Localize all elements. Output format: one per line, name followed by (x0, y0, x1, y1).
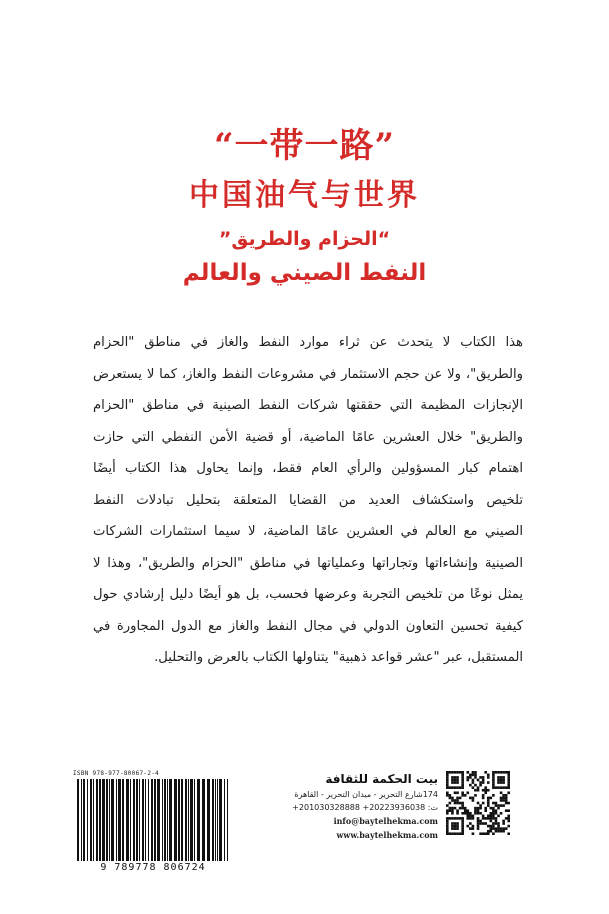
title-arabic-line1: “الحزام والطريق” (218, 228, 391, 250)
barcode-bar (148, 779, 149, 861)
barcode-bar (81, 779, 82, 861)
barcode-bar (93, 779, 94, 861)
title-chinese-line1: “一带一路” (213, 126, 396, 166)
barcode-bar (90, 779, 92, 861)
barcode-bar (109, 779, 110, 861)
blurb-line: اهتمام كبار المسؤولين والرأي العام فقط، وإنما يحاول هذا الكتاب أيضًا (93, 461, 523, 476)
barcode-bar (145, 779, 146, 861)
barcode-bar (154, 779, 156, 861)
barcode-bar (215, 779, 216, 861)
barcode-bar (181, 779, 183, 861)
publisher-address: 174شارع التحرير - ميدان التحرير - القاهرة (294, 790, 438, 799)
blurb-line: الإنجازات المظيمة التي حققتها شركات النفط الصينية في مناطق "الحزام (93, 398, 523, 413)
isbn-digits: 9 789778 806724 (100, 862, 206, 873)
barcode-bar (224, 779, 225, 861)
publisher-info (292, 772, 438, 844)
barcode-bar (219, 779, 222, 861)
isbn-label: ISBN 978-977-80067-2-4 (73, 770, 160, 777)
barcode-bar (185, 779, 187, 861)
barcode-icon (77, 779, 229, 861)
barcode-bar (136, 779, 138, 861)
publisher-phone: ت: 20223936038+ 201030328888+ (292, 803, 438, 812)
barcode-bar (194, 779, 195, 861)
publisher-name: بيت الحكمة للثقافة (325, 772, 438, 786)
barcode-bar (118, 779, 121, 861)
barcode-bar (169, 779, 172, 861)
blurb-line: والطريق"، ولا عن حجم الاستثمار في مشروعات النفط والغاز، كما لا يستعرض (93, 366, 523, 382)
barcode-bar (197, 779, 200, 861)
barcode-bar (87, 779, 88, 861)
barcode-bar (102, 779, 105, 861)
barcode-bar (162, 779, 163, 861)
barcode-bar (207, 779, 210, 861)
blurb-line: كيفية تحسين التعاون الدولي في مجال النفط والغاز مع الدول المجاورة في (93, 618, 523, 634)
blurb-line: تلخيص واستكشاف العديد من القضايا المتعلقة بتحليل تبادلات النفط (93, 492, 523, 508)
publisher-email: info@baytelhekma.com (333, 816, 438, 826)
blurb-line: هذا الكتاب لا يتحدث عن ثراء موارد النفط والغاز في مناطق "الحزام (93, 335, 523, 350)
barcode-bar (77, 779, 79, 861)
title-arabic-line2: النفط الصيني والعالم (182, 260, 427, 286)
barcode-bar (133, 779, 135, 861)
blurb-line: يمثل نوعًا من تلخيص التجربة وعرضها فحسب، بل هو أيضًا دليل إرشادي حول (93, 587, 523, 602)
barcode-bar (157, 779, 160, 861)
barcode-bar (227, 779, 228, 861)
barcode-bar (188, 779, 189, 861)
blurb-line: والطريق" خلال العشرين عامًا الماضية، أو قضية الأمن النفطي التي حازت (93, 429, 523, 445)
barcode-bar (139, 779, 140, 861)
barcode-bar (130, 779, 131, 861)
barcode-bar (111, 779, 114, 861)
barcode-bar (122, 779, 124, 861)
title-chinese-line2: 中国油气与世界 (189, 178, 420, 213)
isbn-barcode (73, 770, 233, 876)
barcode-bar (212, 779, 214, 861)
barcode-bar (190, 779, 193, 861)
barcode-bar (126, 779, 129, 861)
blurb-line: الصينية وإنشاءاتها وتجاراتها وعملياتها في مناطق "الحزام والطريق"، وهذا لا (93, 555, 523, 571)
barcode-bar (106, 779, 108, 861)
publisher-website: www.baytelhekma.com (336, 830, 438, 840)
barcode-bar (116, 779, 117, 861)
blurb-line: المستقبل، عبر "عشر قواعد ذهبية" يتناولها الكتاب بالعرض والتحليل. (154, 650, 523, 665)
barcode-bar (167, 779, 168, 861)
barcode-bar (142, 779, 144, 861)
barcode-bar (178, 779, 180, 861)
barcode-bar (99, 779, 101, 861)
barcode-bar (151, 779, 153, 861)
barcode-bar (217, 779, 218, 861)
barcode-bar (164, 779, 166, 861)
barcode-bar (202, 779, 205, 861)
qr-code-icon (446, 771, 510, 835)
blurb-line: الصيني مع العالم في العشرين عامًا الماضية، لا سيما استثمارات الشركات (93, 524, 523, 539)
barcode-bar (96, 779, 98, 861)
barcode-bar (174, 779, 177, 861)
barcode-bar (83, 779, 85, 861)
blurb-text (93, 327, 523, 674)
